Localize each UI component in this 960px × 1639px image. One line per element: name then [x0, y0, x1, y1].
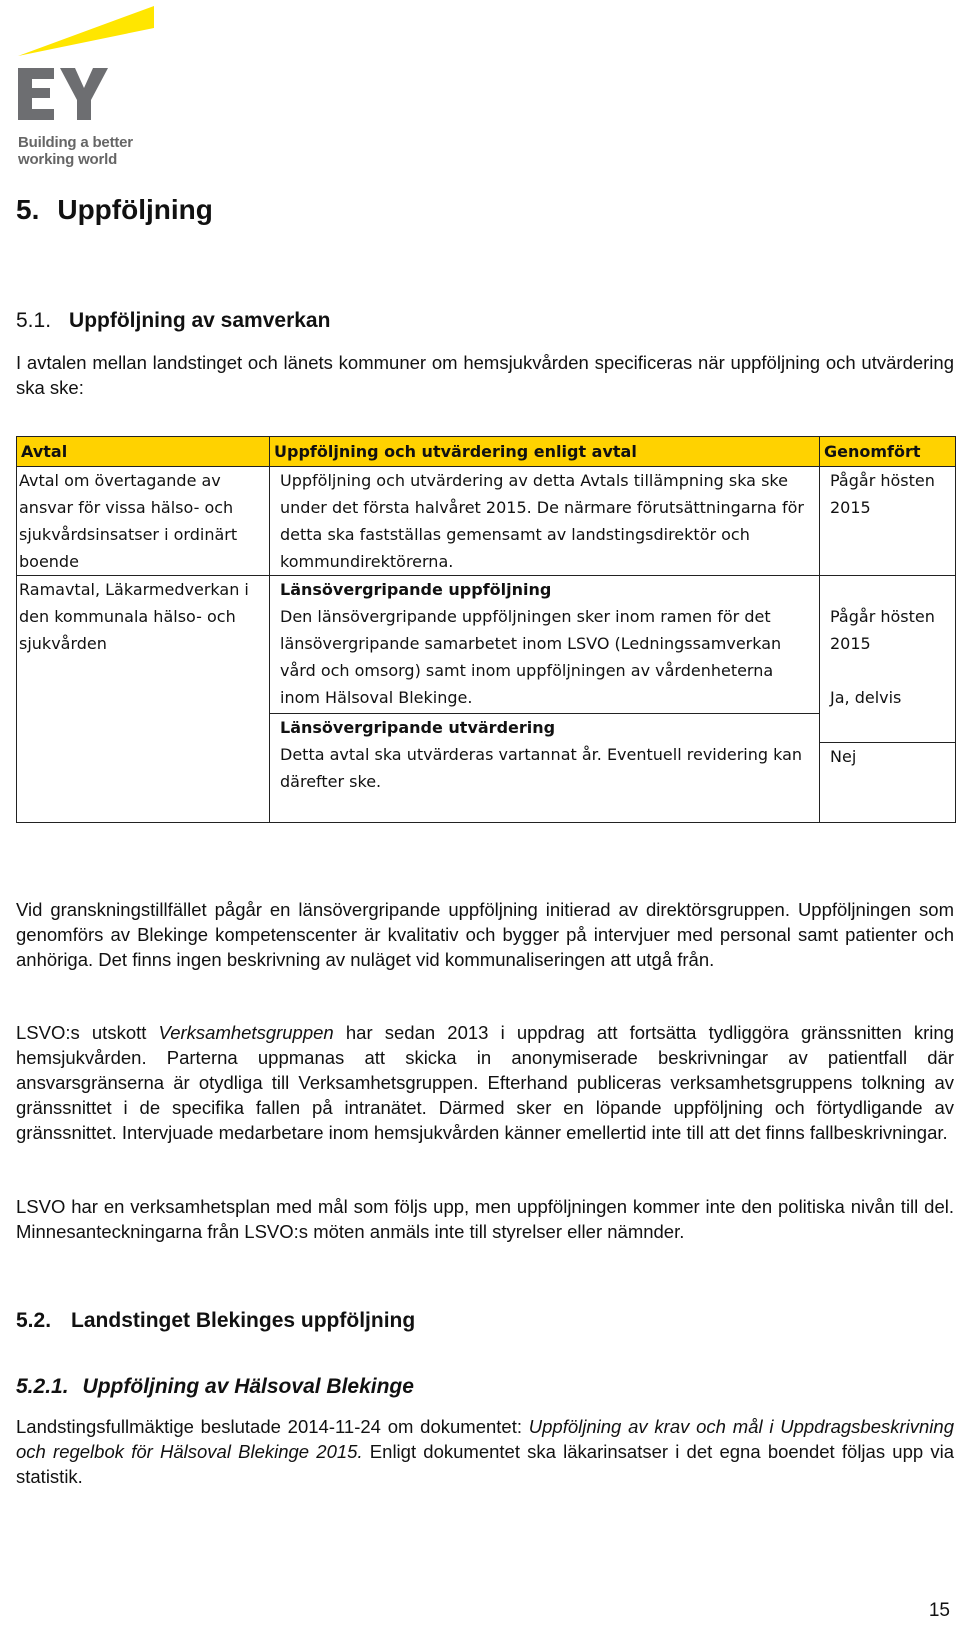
paragraph-text: LSVO:s utskott	[16, 1022, 159, 1043]
followup-status: Pågår hösten 2015	[830, 607, 935, 653]
cell-avtal: Ramavtal, Läkarmedverkan i den kommunala hälso- och sjukvården	[17, 576, 270, 823]
paragraph-lsvo-committee	[16, 1020, 954, 1145]
subsection-title: Uppföljning av samverkan	[69, 309, 331, 332]
cell-genomfort: Pågår hösten 2015	[820, 467, 956, 576]
evaluation-title: Länsövergripande utvärdering	[280, 718, 556, 737]
section-number: 5.	[16, 194, 40, 225]
cell-uppfoljning	[270, 576, 820, 823]
paragraph-halsoval	[16, 1414, 954, 1489]
table-row	[17, 467, 956, 576]
ey-logo	[14, 4, 164, 170]
ey-tagline-line2: working world	[18, 151, 118, 168]
subsection-heading-5-2	[16, 1309, 415, 1333]
ey-logo-tagline	[18, 134, 133, 168]
subsection-number: 5.1.	[16, 309, 52, 332]
followup-text: Den länsövergripande uppföljningen sker inom ramen för det länsövergripande samarbetet inom LSVO (Ledningssamverkan vård och omsorg) samt inom uppföljningen av vårdenheterna inom Hälsoval Blekinge.	[280, 607, 782, 707]
subsection-title: Uppföljning av Hälsoval Blekinge	[82, 1375, 414, 1398]
followup-block	[280, 576, 809, 711]
paragraph-emphasis: Verksamhetsgruppen	[158, 1022, 334, 1043]
evaluation-status: Nej	[820, 742, 955, 770]
table-row	[17, 576, 956, 823]
ey-logo-letters	[18, 68, 108, 120]
subsection-number: 5.2.	[16, 1309, 52, 1332]
subsection-heading-5-1	[16, 309, 330, 333]
section-heading-5	[16, 194, 213, 226]
ey-logo-mark	[14, 4, 164, 129]
header-avtal: Avtal	[17, 437, 270, 467]
evaluation-block	[270, 713, 819, 822]
ey-logo-beam	[18, 6, 154, 56]
paragraph-review: Vid granskningstillfället pågår en länsövergripande uppföljning initierad av direktörsgruppen. Uppföljningen som genomförs av Blekinge kompetenscenter är kvalitativ och bygger på intervjuer med personal samt patienter och anhöriga. Det finns ingen beskrivning av nuläget vid kommunaliseringen att utgå från.	[16, 899, 954, 970]
page-number: 15	[928, 1600, 950, 1621]
section-title: Uppföljning	[57, 194, 213, 225]
intro-paragraph: I avtalen mellan landstinget och länets kommuner om hemsjukvården specificeras när uppföljning och utvärdering ska ske:	[16, 352, 954, 398]
cell-genomfort	[820, 576, 956, 823]
header-uppfoljning: Uppföljning och utvärdering enligt avtal	[270, 437, 820, 467]
paragraph-text: Landstingsfullmäktige beslutade 2014-11-24 om dokumentet:	[16, 1416, 529, 1437]
agreements-table	[16, 436, 956, 823]
paragraph-text: Enligt dokumentet ska läkarinsatser i det egna boendet följas upp via statistik.	[16, 1441, 954, 1487]
subsection-number: 5.2.1.	[16, 1375, 69, 1398]
table-header-row	[17, 437, 956, 467]
paragraph-text: har sedan 2013 i uppdrag att fortsätta tydliggöra gränssnitten kring hemsjukvården. Parterna uppmanas att skicka in anonymiserade beskrivningar av patientfall där ansvarsgränserna är otydliga till Verksamhetsgruppen. Efterhand publiceras verksamhetsgruppens tolkning av gränssnittet i de specifika fallen på intranätet. Därmed sker en löpande uppföljning och förtydligande av gränssnittet. Intervjuade medarbetare inom hemsjukvården känner emellertid inte till att det finns fallbeskrivningar.	[16, 1022, 954, 1143]
ey-tagline-line1: Building a better	[18, 134, 133, 151]
followup-status-partial: Ja, delvis	[830, 688, 902, 707]
header-genomfort: Genomfört	[820, 437, 956, 467]
subsection-title: Landstinget Blekinges uppföljning	[71, 1309, 416, 1332]
cell-avtal: Avtal om övertagande av ansvar för vissa hälso- och sjukvårdsinsatser i ordinärt boende	[17, 467, 270, 576]
paragraph-emphasis: Uppföljning av krav och mål i Uppdragsbeskrivning och regelbok för Hälsoval Blekinge 2015.	[16, 1416, 954, 1462]
paragraph-lsvo-plan: LSVO har en verksamhetsplan med mål som följs upp, men uppföljningen kommer inte den politiska nivån till del. Minnesanteckningarna från LSVO:s möten anmäls inte till styrelser eller nämnder.	[16, 1196, 954, 1242]
cell-uppfoljning: Uppföljning och utvärdering av detta Avtals tillämpning ska ske under det första halvåret 2015. De närmare förutsättningarna för detta ska fastställas gemensamt av landstingsdirektör och kommundirektörerna.	[270, 467, 820, 576]
evaluation-text: Detta avtal ska utvärderas vartannat år. Eventuell revidering kan därefter ske.	[280, 745, 803, 791]
followup-title: Länsövergripande uppföljning	[280, 580, 552, 599]
subsection-heading-5-2-1	[16, 1375, 414, 1399]
